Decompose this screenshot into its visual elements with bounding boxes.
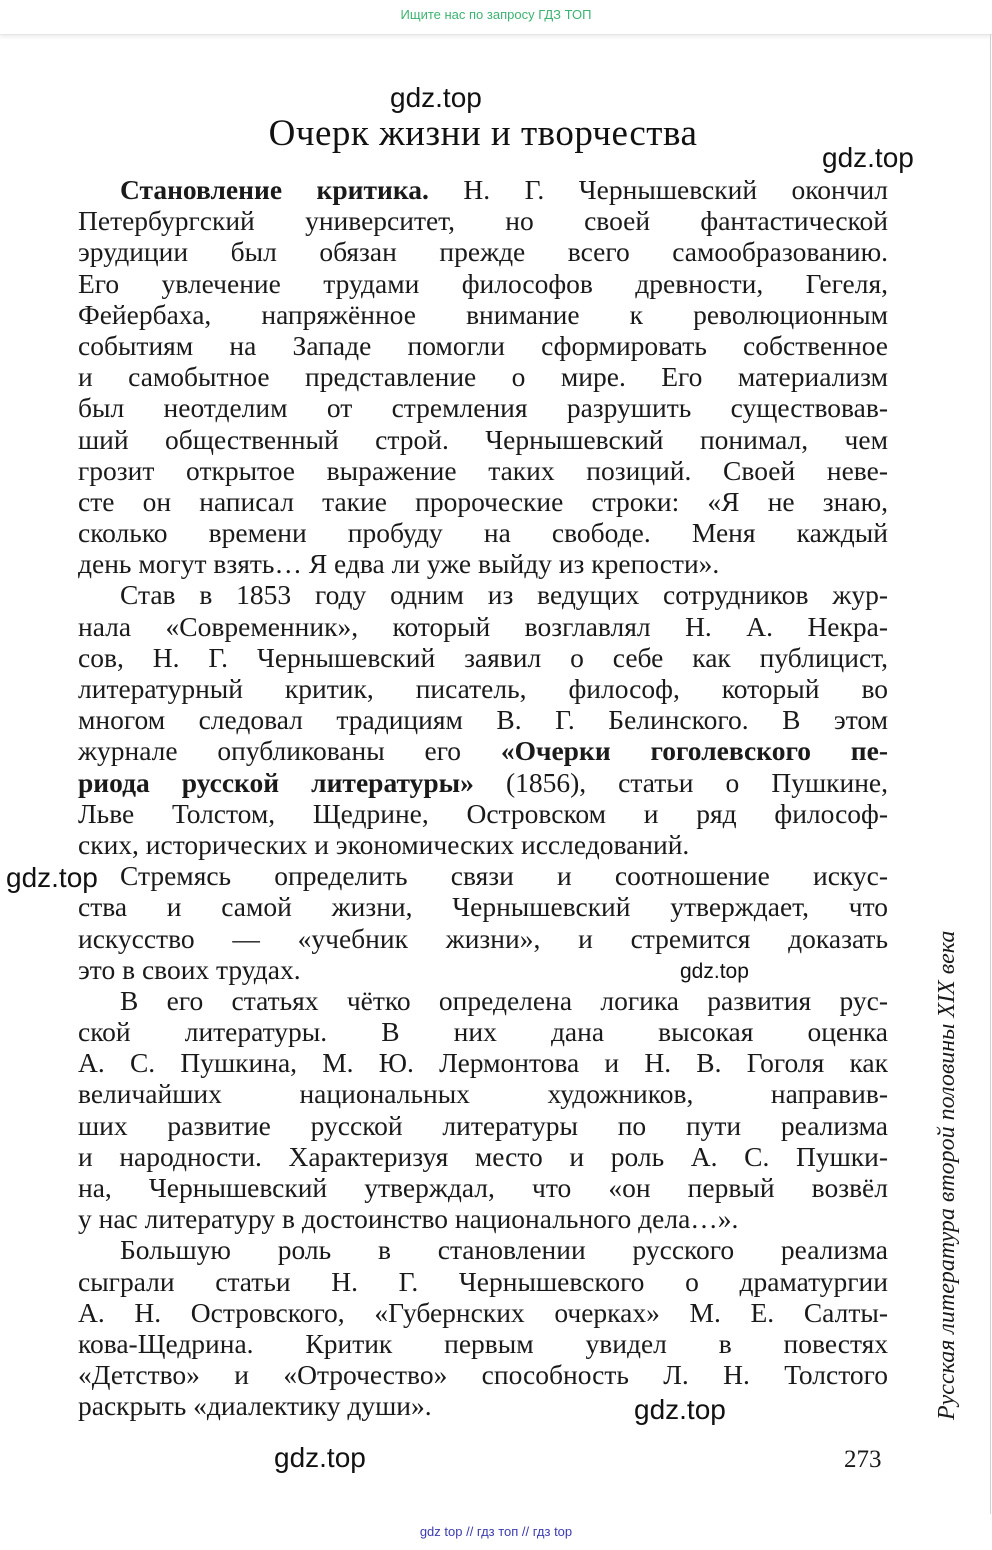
text-line bbox=[78, 985, 888, 1016]
text-line bbox=[78, 548, 888, 579]
text-line bbox=[78, 455, 888, 486]
text-line bbox=[78, 330, 888, 361]
text-run: кова-Щедрина. Критик первым увидел в повестях bbox=[78, 1327, 888, 1359]
text-line bbox=[78, 1110, 888, 1141]
side-caption: Русская литература второй половины XIX века bbox=[934, 930, 960, 1420]
text-line bbox=[78, 1390, 888, 1421]
text-line bbox=[78, 424, 888, 455]
text-run: и народности. Характеризуя место и роль А. С. Пушки- bbox=[78, 1140, 888, 1172]
text-line bbox=[78, 486, 888, 517]
text-line bbox=[78, 891, 888, 922]
text-line bbox=[78, 1047, 888, 1078]
text-run: ший общественный строй. Чернышевский понимал, чем bbox=[78, 423, 888, 455]
text-run: это в своих трудах. bbox=[78, 953, 301, 985]
text-line bbox=[78, 1266, 888, 1297]
footer-links[interactable]: gdz top // гдз топ // гдз top bbox=[419, 1524, 573, 1539]
text-line bbox=[78, 517, 888, 548]
text-run: и самобытное представление о мире. Его материализм bbox=[78, 361, 888, 393]
text-run: многом следовал традициям В. Г. Белинского. В этом bbox=[78, 704, 888, 736]
top-banner-link[interactable]: Ищите нас по запросу ГДЗ ТОП bbox=[400, 7, 592, 22]
text-run: (1856), статьи о Пушкине, bbox=[473, 766, 888, 798]
text-line bbox=[78, 673, 888, 704]
page-edge-rule bbox=[990, 34, 991, 1514]
text-line bbox=[78, 829, 888, 860]
watermark: gdz.top bbox=[822, 142, 914, 173]
bold-text: Становление критика. bbox=[120, 174, 429, 205]
text-line bbox=[78, 767, 888, 798]
text-run: А. Н. Островского, «Губернских очерках» М. Е. Салты- bbox=[78, 1296, 888, 1328]
text-run: сколько времени пробуду на свободе. Меня каждый bbox=[78, 517, 888, 549]
text-run: Его увлечение трудами философов древности, Гегеля, bbox=[78, 267, 888, 299]
text-line bbox=[78, 1203, 888, 1234]
text-line bbox=[78, 361, 888, 392]
text-run: день могут взять… Я едва ли уже выйду из крепости». bbox=[78, 548, 720, 580]
watermark: gdz.top bbox=[390, 82, 482, 113]
text-run: Фейербаха, напряжённое внимание к революционным bbox=[78, 298, 888, 330]
text-run: сте он написал такие пророческие строки: «Я не знаю, bbox=[78, 485, 888, 517]
text-run: Став в 1853 году одним из ведущих сотрудников жур- bbox=[120, 579, 888, 611]
page-title: Очерк жизни и творчества bbox=[268, 113, 698, 154]
text-run: на, Чернышевский утверждал, что «он первый возвёл bbox=[78, 1172, 888, 1203]
text-run: величайших национальных художников, направив- bbox=[78, 1078, 888, 1110]
text-line bbox=[78, 1172, 888, 1203]
bold-text: риода русской литературы» bbox=[78, 766, 474, 798]
text-line bbox=[78, 798, 888, 829]
text-run: Петербургский университет, но своей фантастической bbox=[78, 205, 888, 237]
text-run: сыграли статьи Н. Г. Чернышевского о драматургии bbox=[78, 1265, 888, 1297]
text-line bbox=[78, 1234, 888, 1265]
text-run: А. С. Пушкина, М. Ю. Лермонтова и Н. В. Гоголя как bbox=[78, 1047, 888, 1079]
watermark: gdz.top bbox=[634, 1394, 726, 1425]
text-run: раскрыть «диалектику души». bbox=[78, 1390, 432, 1422]
body-text bbox=[78, 174, 888, 1422]
text-run: нала «Современник», который возглавлял Н. А. Некра- bbox=[78, 610, 888, 642]
text-line bbox=[78, 735, 888, 766]
top-banner bbox=[0, 0, 992, 35]
text-line bbox=[78, 954, 888, 985]
text-line bbox=[78, 174, 888, 205]
text-line bbox=[78, 923, 888, 954]
text-line bbox=[78, 205, 888, 236]
text-run: грозит открытое выражение таких позиций. Своей неве- bbox=[78, 454, 888, 486]
text-line bbox=[78, 1359, 888, 1390]
text-run: ших развитие русской литературы по пути реализма bbox=[78, 1109, 888, 1141]
text-line bbox=[78, 1078, 888, 1109]
text-line bbox=[78, 704, 888, 735]
page-number: 273 bbox=[844, 1446, 882, 1473]
text-run: событиям на Западе помогли сформировать собственное bbox=[78, 329, 888, 361]
text-run: эрудиции был обязан прежде всего самообразованию. bbox=[78, 236, 888, 268]
text-line bbox=[78, 642, 888, 673]
text-line bbox=[78, 611, 888, 642]
text-line bbox=[78, 299, 888, 330]
text-line bbox=[78, 1297, 888, 1328]
text-line bbox=[78, 1141, 888, 1172]
text-run: Стремясь определить связи и соотношение искус- bbox=[120, 860, 888, 892]
text-line bbox=[78, 268, 888, 299]
bold-text: «Очерки гоголевского пе- bbox=[500, 735, 888, 767]
text-line bbox=[78, 860, 888, 891]
watermark: gdz.top bbox=[274, 1442, 366, 1473]
text-run: «Детство» и «Отрочество» способность Л. Н. Толстого bbox=[78, 1359, 888, 1391]
text-run: ства и самой жизни, Чернышевский утверждает, что bbox=[78, 891, 888, 923]
text-line bbox=[78, 1016, 888, 1047]
text-run: ской литературы. В них дана высокая оценка bbox=[78, 1016, 888, 1048]
text-run: у нас литературу в достоинство национального дела…». bbox=[78, 1203, 739, 1235]
text-line bbox=[78, 1328, 888, 1359]
text-run: Н. Г. Чернышевский окончил bbox=[428, 174, 888, 205]
text-run: искусство — «учебник жизни», и стремится доказать bbox=[78, 922, 888, 954]
text-run: литературный критик, писатель, философ, который во bbox=[78, 673, 888, 704]
watermark: gdz.top bbox=[6, 862, 98, 893]
text-run: ских, исторических и экономических исследований. bbox=[78, 828, 690, 860]
text-run: Большую роль в становлении русского реализма bbox=[120, 1234, 888, 1266]
text-line bbox=[78, 392, 888, 423]
text-run: Льве Толстом, Щедрине, Островском и ряд философ- bbox=[78, 797, 888, 829]
text-line bbox=[78, 579, 888, 610]
text-run: В его статьях чётко определена логика развития рус- bbox=[120, 984, 888, 1016]
text-line bbox=[78, 236, 888, 267]
text-run: был неотделим от стремления разрушить существовав- bbox=[78, 392, 888, 424]
text-run: журнале опубликованы его bbox=[78, 735, 501, 767]
text-run: сов, Н. Г. Чернышевский заявил о себе как публицист, bbox=[78, 641, 888, 673]
watermark: gdz.top bbox=[680, 960, 749, 983]
